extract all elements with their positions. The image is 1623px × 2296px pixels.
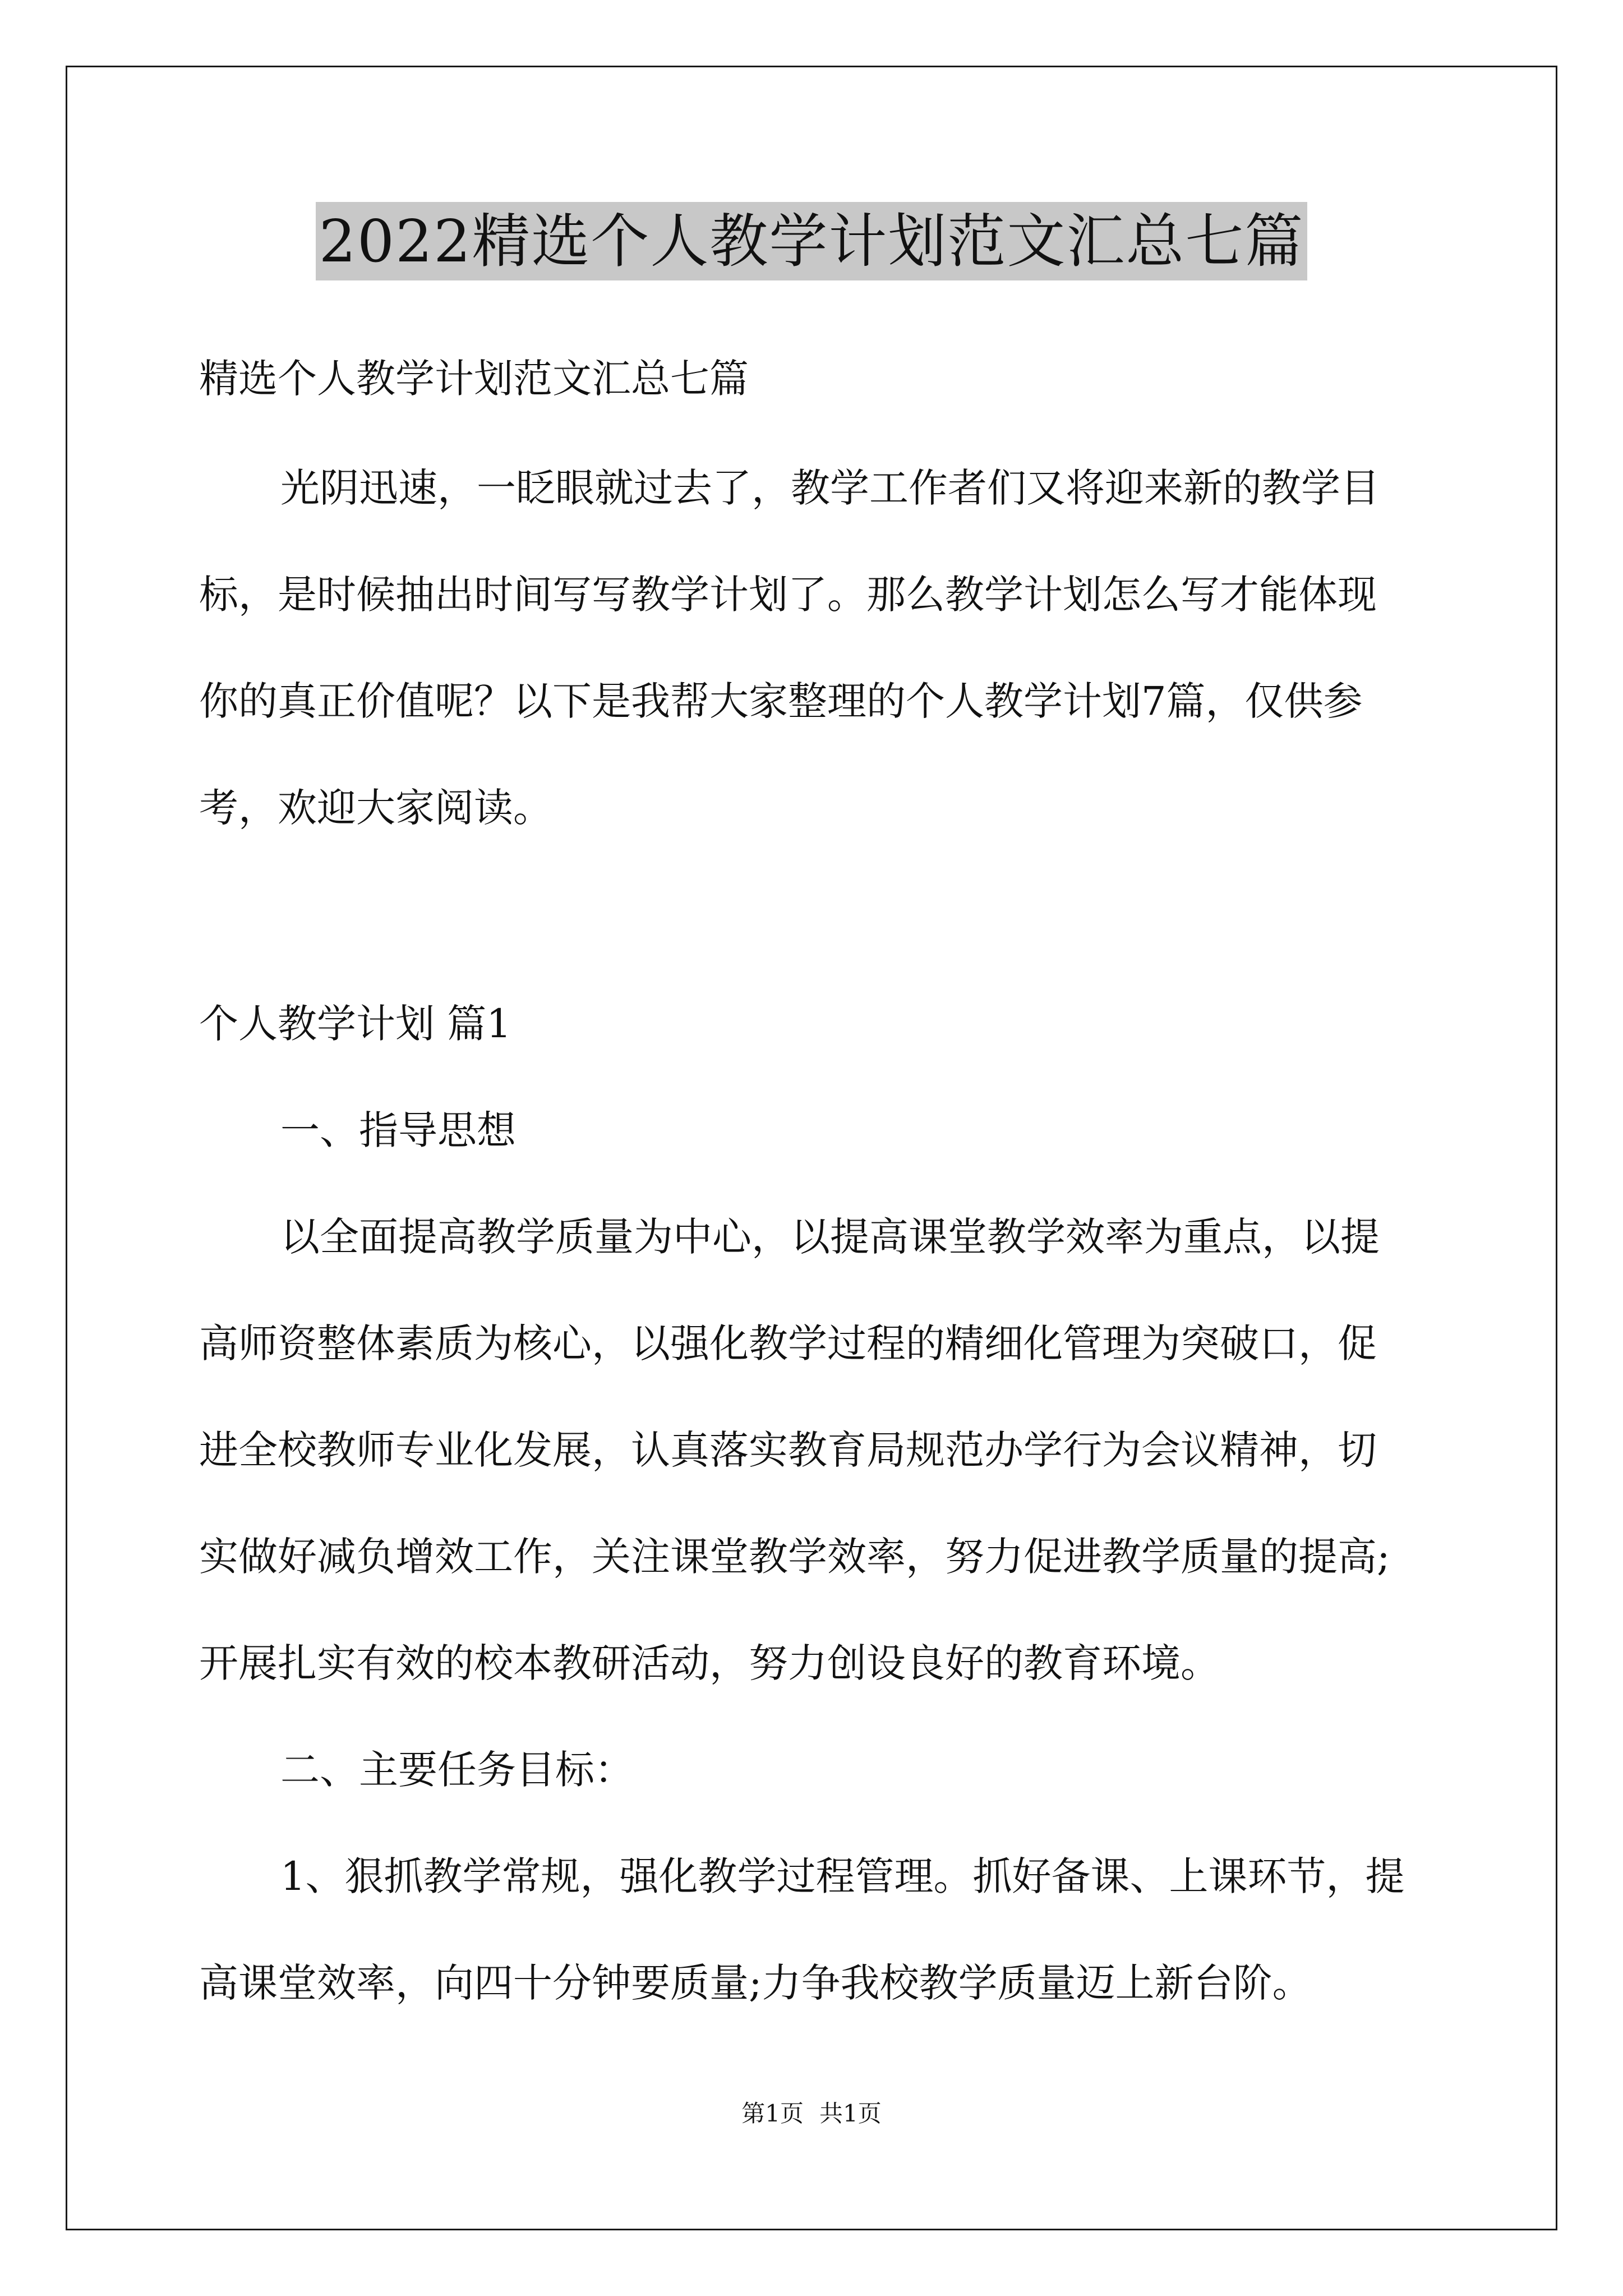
title-block [0,202,1623,280]
paragraph-line: 1、狠抓教学常规，强化教学过程管理。抓好备课、上课环节，提 [280,1853,1405,1899]
page-footer [0,2098,1623,2129]
part-heading: 二、主要任务目标： [280,1747,634,1793]
intro-line: 考，欢迎大家阅读。 [199,785,552,831]
paragraph-line: 进全校教师专业化发展，认真落实教育局规范办学行为会议精神，切 [199,1427,1377,1473]
page-total: 共1页 [819,2100,882,2127]
intro-line: 光阴迅速，一眨眼就过去了，教学工作者们又将迎来新的教学目 [280,465,1380,511]
subtitle: 精选个人教学计划范文汇总七篇 [199,356,749,402]
paragraph-line: 实做好减负增效工作，关注课堂教学效率，努力促进教学质量的提高; [199,1534,1390,1580]
document-title: 2022精选个人教学计划范文汇总七篇 [316,202,1308,280]
page-number: 第1页 [741,2100,804,2127]
paragraph-line: 高课堂效率，向四十分钟要质量;力争我校教学质量迈上新台阶。 [199,1960,1312,2006]
part-heading: 一、指导思想 [280,1107,516,1153]
paragraph-line: 高师资整体素质为核心，以强化教学过程的精细化管理为突破口，促 [199,1320,1377,1366]
paragraph-line: 开展扎实有效的校本教研活动，努力创设良好的教育环境。 [199,1640,1220,1686]
intro-line: 你的真正价值呢？以下是我帮大家整理的个人教学计划7篇，仅供参 [199,678,1363,724]
section-heading: 个人教学计划 篇1 [199,1001,511,1047]
paragraph-line: 以全面提高教学质量为中心，以提高课堂教学效率为重点，以提 [280,1214,1380,1260]
intro-line: 标，是时候抽出时间写写教学计划了。那么教学计划怎么写才能体现 [199,572,1377,618]
